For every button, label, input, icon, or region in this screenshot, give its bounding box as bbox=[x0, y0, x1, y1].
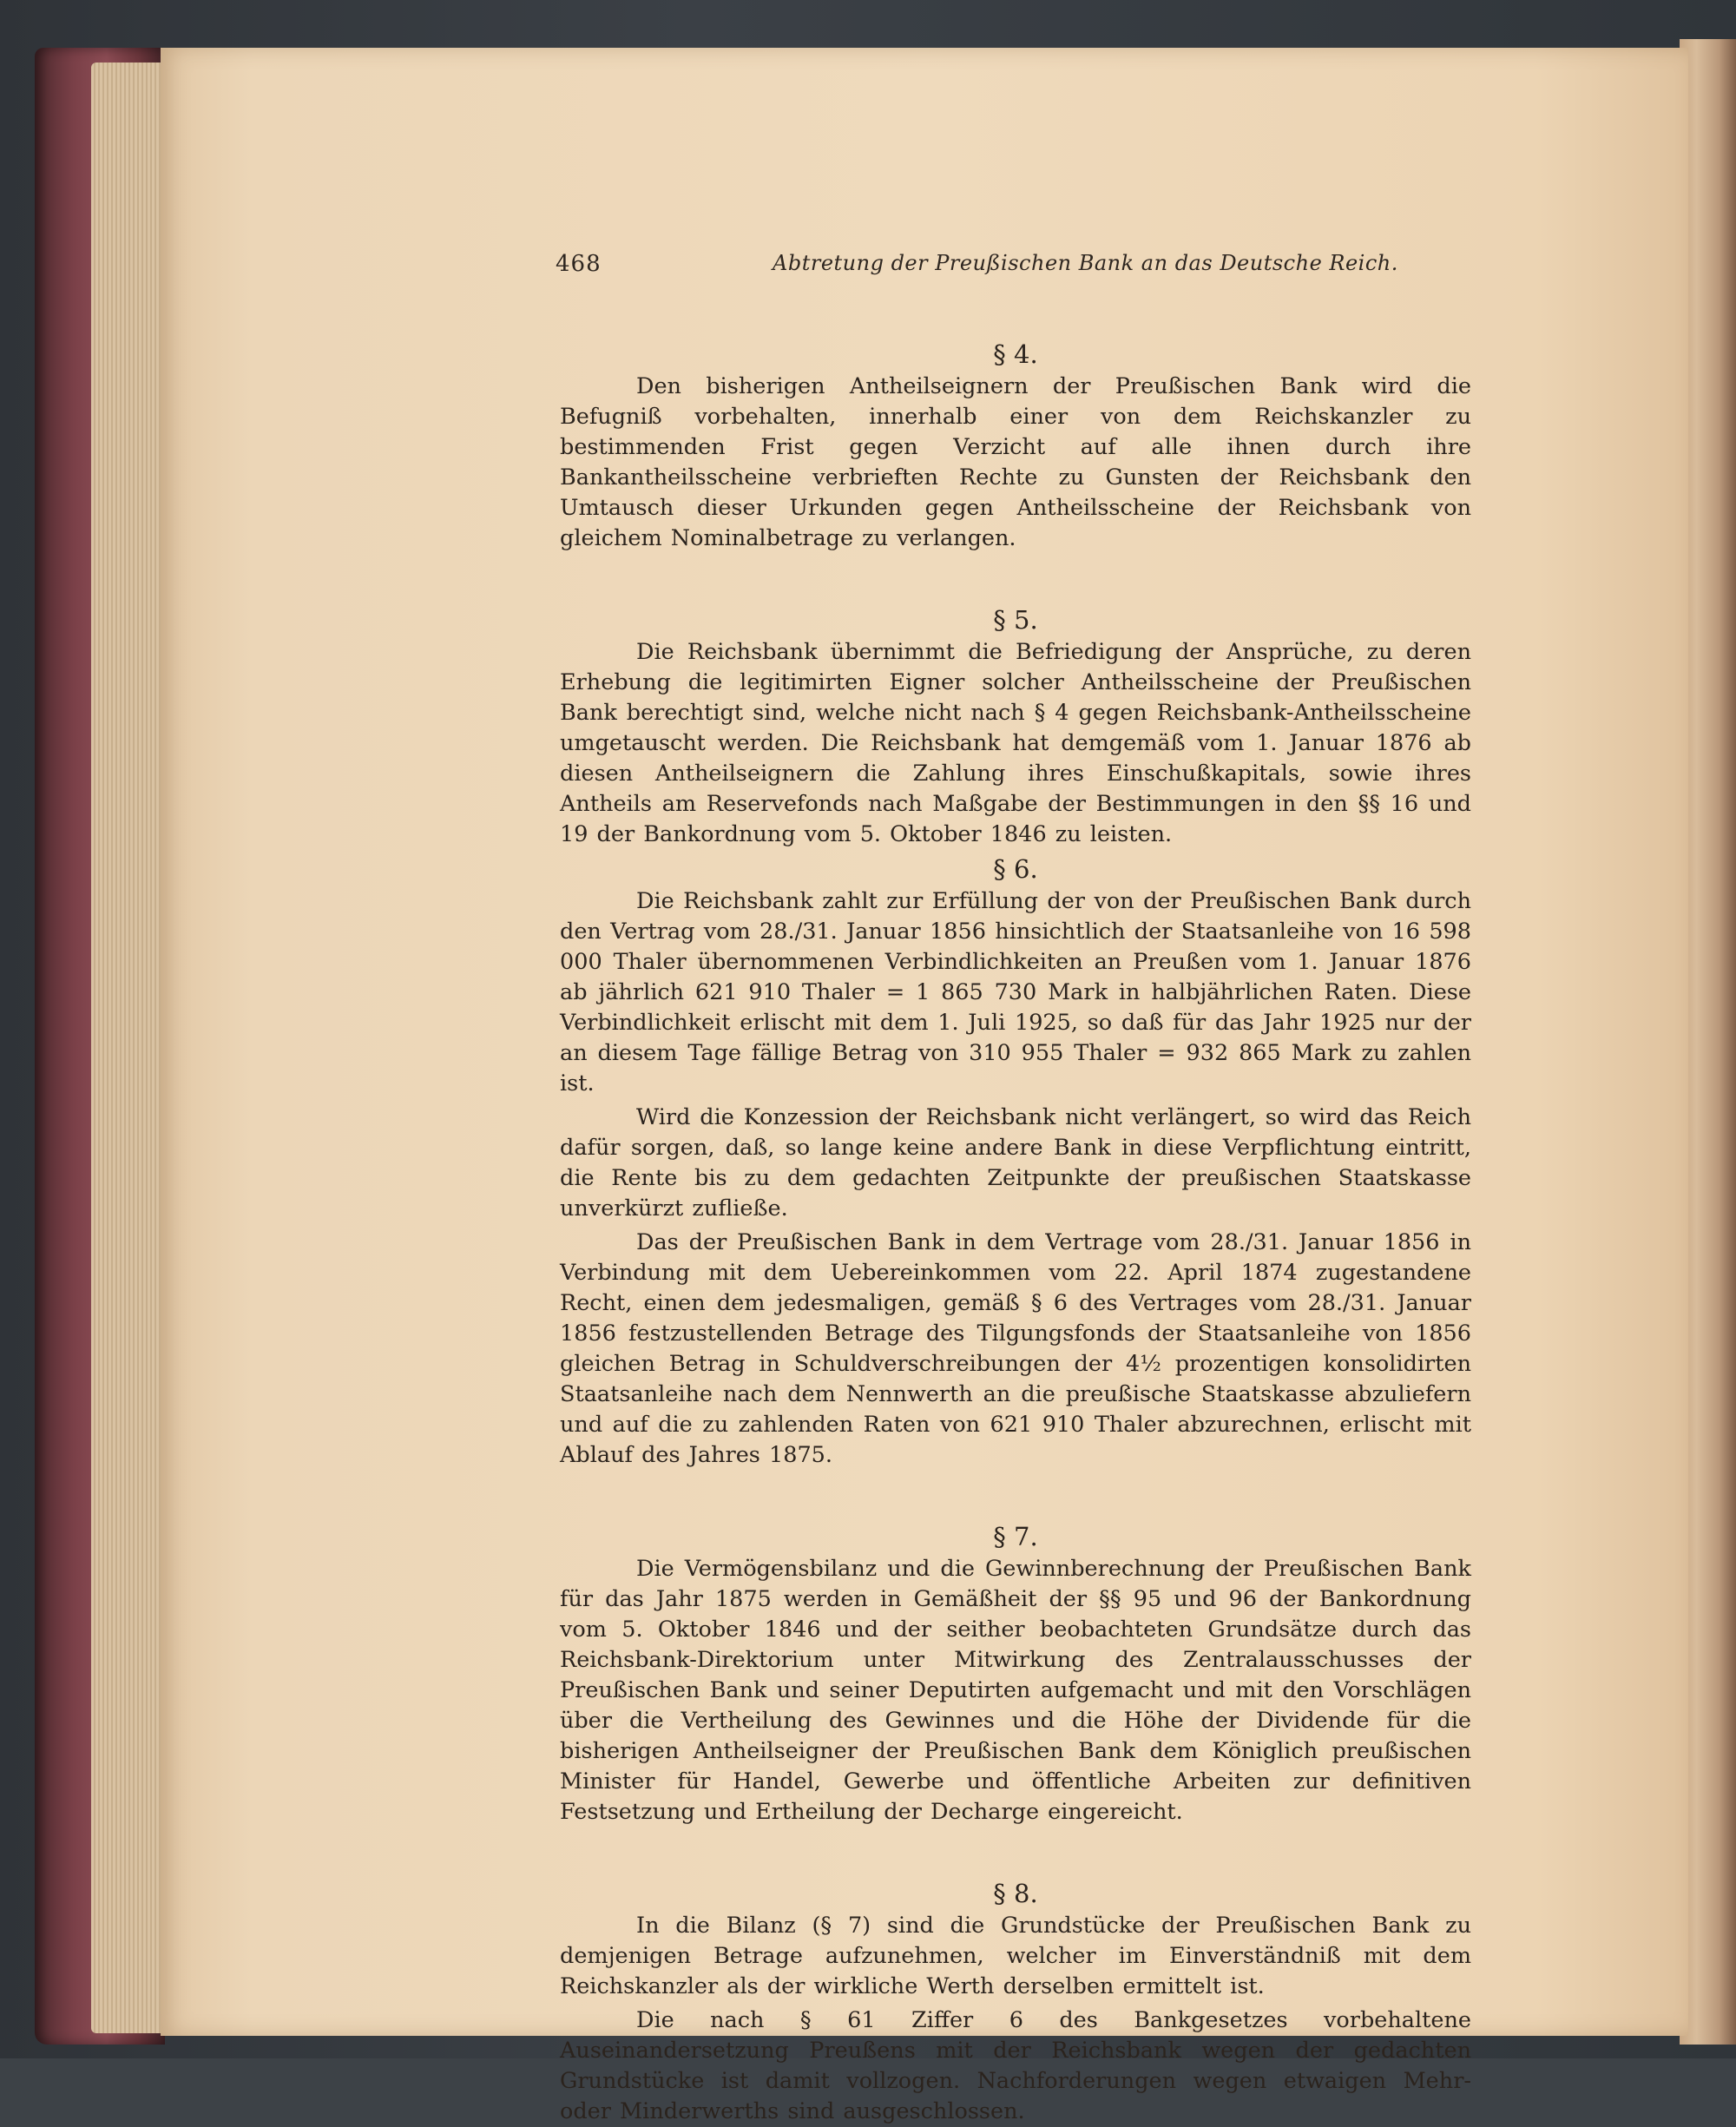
page-body bbox=[560, 339, 1471, 2127]
section-5 bbox=[560, 604, 1471, 850]
section-4 bbox=[560, 339, 1471, 554]
section-heading: § 7. bbox=[993, 1522, 1038, 1551]
paragraph: Die Vermögensbilanz und die Gewinnberechnung der Preußischen Bank für das Jahr 1875 werden in Gemäßheit der §§ 95 und 96 der Bankordnung vom 5. Oktober 1846 und der seither beobachteten Grundsätze durch das Reichsbank-Direktorium unter Mitwirkung des Zentralausschusses der Preußischen Bank und seiner Deputirten aufgemacht und mit den Vorschlägen über die Vertheilung des Gewinnes und die Höhe der Dividende für die bisherigen Antheilseigner der Preußischen Bank dem Königlich preußischen Minister für Handel, Gewerbe und öffentliche Arbeiten zur definitiven Festsetzung und Ertheilung der Decharge eingereicht. bbox=[560, 1556, 1471, 1825]
section-heading: § 5. bbox=[993, 605, 1038, 635]
page-header bbox=[556, 251, 1510, 282]
section-8 bbox=[560, 1878, 1471, 2127]
paragraph: In die Bilanz (§ 7) sind die Grundstücke der Preußischen Bank zu demjenigen Betrage aufzunehmen, welcher im Einverständniß mit dem Reichskanzler als der wirkliche Werth derselben ermittelt ist. bbox=[560, 1913, 1471, 1999]
paragraph: Die Reichsbank übernimmt die Befriedigung der Ansprüche, zu deren Erhebung die legitimirten Eigner solcher Antheilsscheine der Preußischen Bank berechtigt sind, welche nicht nach § 4 gegen Reichsbank-Antheilsscheine umgetauscht werden. Die Reichsbank hat demgemäß vom 1. Januar 1876 ab diesen Antheilseignern die Zahlung ihres Einschußkapitals, sowie ihres Antheils am Reservefonds nach Maßgabe der Bestimmungen in den §§ 16 und 19 der Bankordnung vom 5. Oktober 1846 zu leisten. bbox=[560, 639, 1471, 847]
section-6 bbox=[560, 853, 1471, 1471]
paragraph: Die Reichsbank zahlt zur Erfüllung der von der Preußischen Bank durch den Vertrag vom 28./31. Januar 1856 hinsichtlich der Staatsanleihe von 16 598 000 Thaler übernommenen Verbindlichkeiten an Preußen vom 1. Januar 1876 ab jährlich 621 910 Thaler = 1 865 730 Mark in halbjährlichen Raten. Diese Verbindlichkeit erlischt mit dem 1. Juli 1925, so daß für das Jahr 1925 nur der an diesem Tage fällige Betrag von 310 955 Thaler = 932 865 Mark zu zahlen ist. bbox=[560, 888, 1471, 1096]
paragraph: Den bisherigen Antheilseignern der Preußischen Bank wird die Befugniß vorbehalten, innerhalb einer von dem Reichskanzler zu bestimmenden Frist gegen Verzicht auf alle ihnen durch ihre Bankantheilsscheine verbrieften Rechte zu Gunsten der Reichsbank den Umtausch dieser Urkunden gegen Antheilsscheine der Reichsbank von gleichem Nominalbetrage zu verlangen. bbox=[560, 373, 1471, 551]
section-heading: § 4. bbox=[993, 339, 1038, 369]
section-heading: § 8. bbox=[993, 1879, 1038, 1908]
section-7 bbox=[560, 1521, 1471, 1827]
paragraph: Die nach § 61 Ziffer 6 des Bankgesetzes vorbehaltene Auseinandersetzung Preußens mit der Reichsbank wegen der gedachten Grundstücke ist damit vollzogen. Nachforderungen wegen etwaigen Mehr- oder Minderwerths sind ausgeschlossen. bbox=[560, 2007, 1471, 2124]
running-head: Abtretung der Preußischen Bank an das Deutsche Reich. bbox=[773, 251, 1398, 275]
paragraph: Wird die Konzession der Reichsbank nicht verlängert, so wird das Reich dafür sorgen, daß, so lange keine andere Bank in diese Verpflichtung eintritt, die Rente bis zu dem gedachten Zeitpunkte der preußischen Staatskasse unverkürzt zufließe. bbox=[560, 1104, 1471, 1222]
page-number: 468 bbox=[556, 251, 602, 277]
paragraph: Das der Preußischen Bank in dem Vertrage vom 28./31. Januar 1856 in Verbindung mit dem Uebereinkommen vom 22. April 1874 zugestandene Recht, einen dem jedesmaligen, gemäß § 6 des Vertrages vom 28./31. Januar 1856 festzustellenden Betrage des Tilgungsfonds der Staatsanleihe von 1856 gleichen Betrag in Schuldverschreibungen der 4½ prozentigen konsolidirten Staatsanleihe nach dem Nennwerth an die preußische Staatskasse abzuliefern und auf die zu zahlenden Raten von 621 910 Thaler abzurechnen, erlischt mit Ablauf des Jahres 1875. bbox=[560, 1229, 1471, 1468]
section-heading: § 6. bbox=[993, 854, 1038, 884]
